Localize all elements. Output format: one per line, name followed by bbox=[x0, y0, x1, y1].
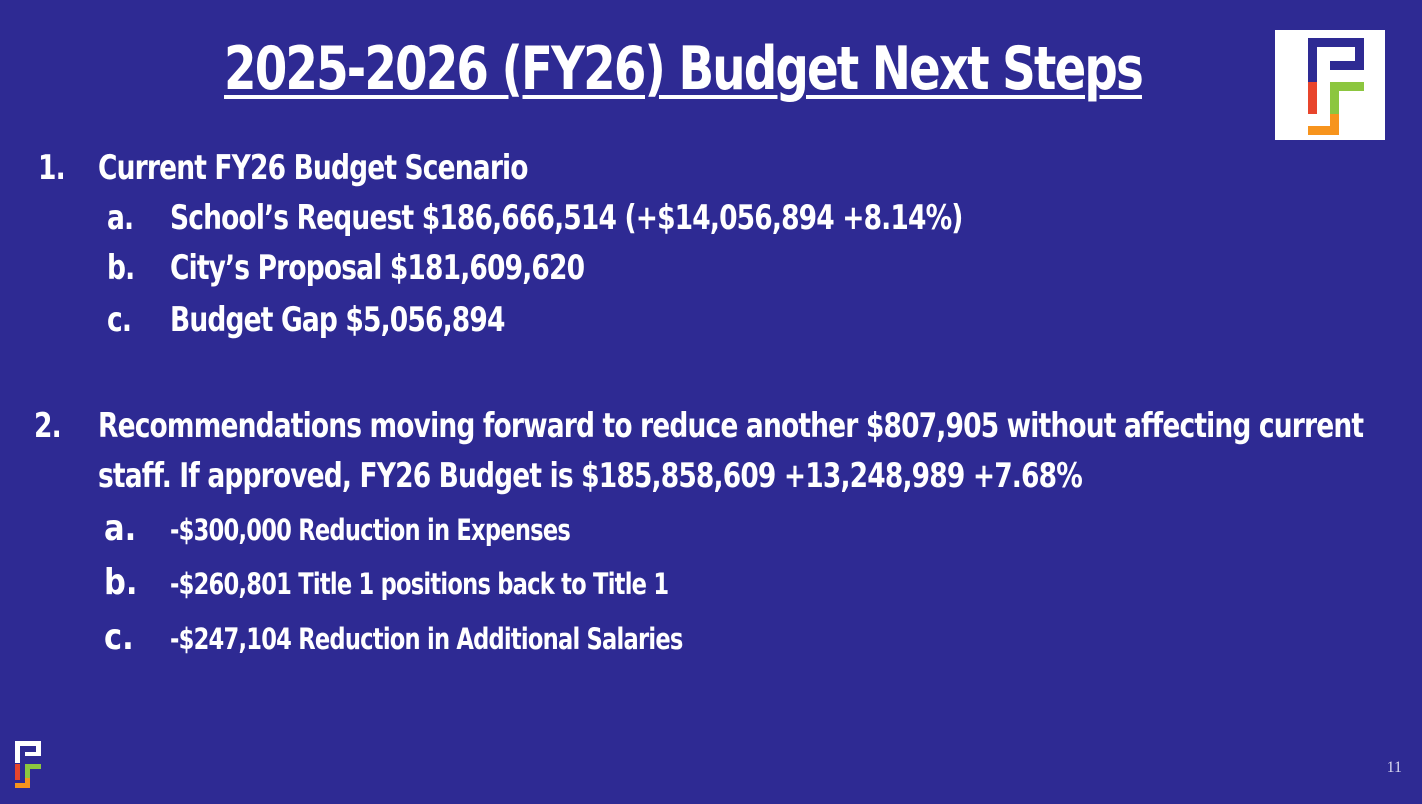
list-item-letter: b. bbox=[107, 248, 135, 288]
section-number: 1. bbox=[38, 148, 65, 188]
section-heading-line-2: staff. If approved, FY26 Budget is $185,858,609 +13,248,989 +7.68% bbox=[98, 456, 1082, 496]
footer-logo-icon bbox=[12, 738, 44, 790]
district-logo-icon bbox=[1275, 30, 1385, 140]
list-item-letter: c. bbox=[104, 617, 134, 658]
section-number: 2. bbox=[34, 406, 61, 446]
list-item: School’s Request $186,666,514 (+$14,056,894 +8.14%) bbox=[170, 198, 963, 238]
list-item-letter: a. bbox=[107, 198, 134, 238]
page-number: 11 bbox=[1386, 759, 1402, 776]
list-item: -$247,104 Reduction in Additional Salaries bbox=[170, 622, 683, 656]
list-item: -$260,801 Title 1 positions back to Title 1 bbox=[170, 567, 669, 601]
section-heading-line-1: Recommendations moving forward to reduce another $807,905 without affecting current bbox=[98, 406, 1364, 446]
section-heading: Current FY26 Budget Scenario bbox=[98, 148, 528, 188]
list-item-letter: c. bbox=[107, 300, 132, 340]
list-item-letter: b. bbox=[104, 562, 138, 603]
list-item-letter: a. bbox=[104, 508, 137, 549]
list-item: -$300,000 Reduction in Expenses bbox=[170, 513, 571, 547]
slide-title: 2025-2026 (FY26) Budget Next Steps bbox=[224, 34, 1142, 104]
list-item: Budget Gap $5,056,894 bbox=[170, 300, 505, 340]
list-item: City’s Proposal $181,609,620 bbox=[170, 248, 585, 288]
